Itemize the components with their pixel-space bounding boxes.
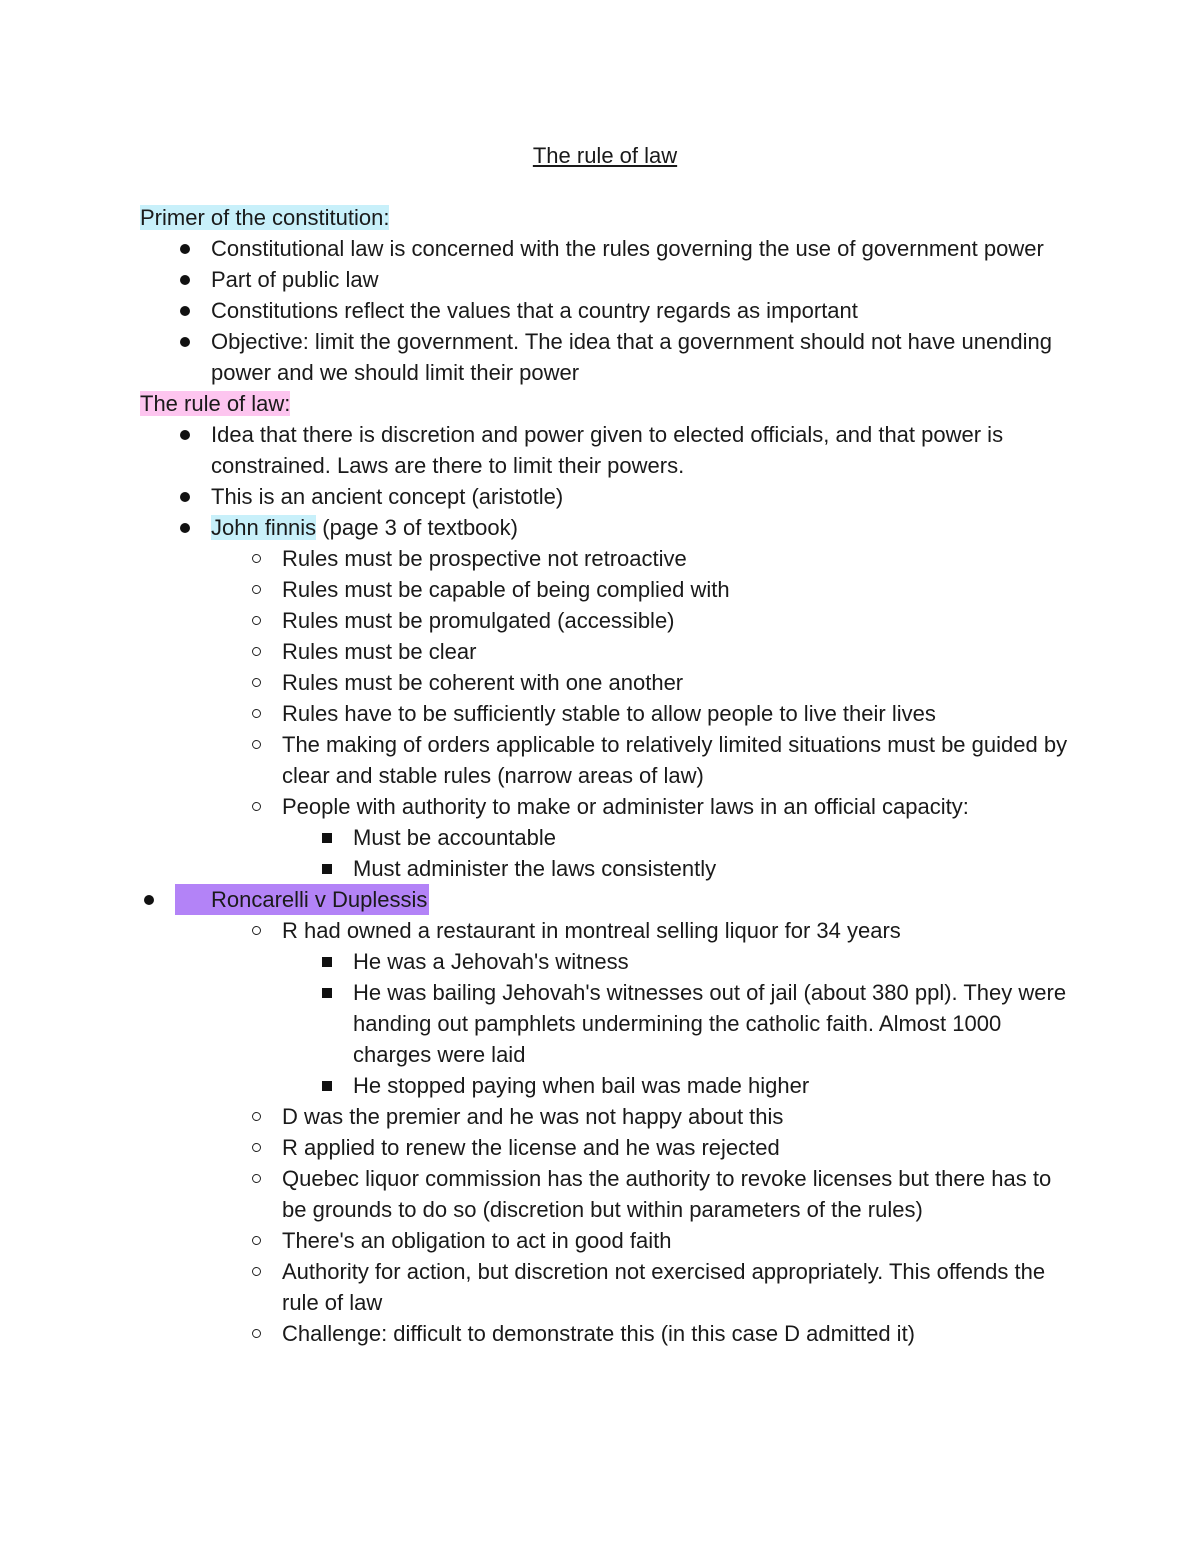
sub-list-item-text: Quebec liquor commission has the authority to revoke licenses but there has to be grounds to do so (discretion but within parameters of the rules)	[282, 1166, 1052, 1222]
square-bullet-icon	[320, 977, 334, 1008]
sub-list-item	[211, 667, 1070, 698]
sub-list-item	[211, 543, 1070, 574]
square-bullet-icon	[320, 1070, 334, 1101]
roncarelli-detail-sublist	[211, 946, 1070, 1101]
list-item-text: Idea that there is discretion and power given to elected officials, and that power is constrained. Laws are there to limit their powers.	[211, 422, 1004, 478]
sub-list-item	[211, 1256, 1070, 1318]
bullet-icon	[178, 264, 192, 295]
primer-heading-text: Primer of the constitution:	[140, 205, 390, 230]
hollow-circle-bullet-icon	[249, 636, 263, 667]
section-heading-primer	[140, 202, 1070, 233]
rule-of-law-list	[140, 419, 1070, 1349]
sub-sub-list-item	[282, 946, 1070, 977]
list-item-roncarelli	[140, 884, 1070, 1349]
hollow-circle-bullet-icon	[249, 1318, 263, 1349]
sub-list-item	[211, 915, 1070, 1101]
sub-list-item	[211, 1318, 1070, 1349]
sub-list-item-text: Rules must be promulgated (accessible)	[282, 608, 675, 633]
sub-list-item	[211, 698, 1070, 729]
hollow-circle-bullet-icon	[249, 1163, 263, 1194]
hollow-circle-bullet-icon	[249, 791, 263, 822]
sub-list-item-text: People with authority to make or administer laws in an official capacity:	[282, 794, 969, 819]
sub-list-item	[211, 574, 1070, 605]
section-heading-rule-of-law	[140, 388, 1070, 419]
sub-list-item-text: R had owned a restaurant in montreal selling liquor for 34 years	[282, 918, 901, 943]
list-item-finnis	[140, 512, 1070, 884]
list-item-text: This is an ancient concept (aristotle)	[211, 484, 564, 509]
hollow-circle-bullet-icon	[249, 1132, 263, 1163]
sub-sub-list-item-text: He stopped paying when bail was made higher	[353, 1073, 810, 1098]
hollow-circle-bullet-icon	[249, 1225, 263, 1256]
sub-sub-list-item-text: Must be accountable	[353, 825, 557, 850]
sub-sub-list-item	[282, 977, 1070, 1070]
sub-sub-list-item	[282, 1070, 1070, 1101]
sub-list-item-text: The making of orders applicable to relatively limited situations must be guided by clear and stable rules (narrow areas of law)	[282, 732, 1068, 788]
bullet-icon	[178, 233, 192, 264]
list-item-text: Constitutions reflect the values that a country regards as important	[211, 298, 858, 323]
sub-list-item	[211, 1163, 1070, 1225]
list-item	[140, 326, 1070, 388]
hollow-circle-bullet-icon	[249, 729, 263, 760]
sub-list-item-text: Rules must be coherent with one another	[282, 670, 684, 695]
hollow-circle-bullet-icon	[249, 605, 263, 636]
list-item	[140, 295, 1070, 326]
sub-sub-list-item-text: He was bailing Jehovah's witnesses out of jail (about 380 ppl). They were handing out pamphlets undermining the catholic faith. Almost 1000 charges were laid	[353, 980, 1067, 1067]
page-title: The rule of law	[532, 143, 678, 168]
sub-list-item-text: Authority for action, but discretion not exercised appropriately. This offends the rule of law	[282, 1259, 1046, 1315]
square-bullet-icon	[320, 946, 334, 977]
hollow-circle-bullet-icon	[249, 915, 263, 946]
list-item-text: Part of public law	[211, 267, 379, 292]
sub-list-item-text: R applied to renew the license and he was rejected	[282, 1135, 780, 1160]
bullet-icon	[178, 512, 192, 543]
square-bullet-icon	[320, 853, 334, 884]
list-item	[140, 481, 1070, 512]
hollow-circle-bullet-icon	[249, 1256, 263, 1287]
sub-sub-list-item-text: He was a Jehovah's witness	[353, 949, 629, 974]
list-item	[140, 233, 1070, 264]
roncarelli-sublist	[140, 915, 1070, 1349]
sub-list-item	[211, 729, 1070, 791]
sub-list-item-text: Rules must be prospective not retroactive	[282, 546, 687, 571]
bullet-icon	[178, 295, 192, 326]
sub-list-item-text: Rules must be capable of being complied with	[282, 577, 730, 602]
list-item-text: Constitutional law is concerned with the rules governing the use of government power	[211, 236, 1044, 261]
roncarelli-name: Roncarelli v Duplessis	[211, 887, 428, 912]
bullet-icon	[178, 326, 192, 357]
bullet-icon	[178, 481, 192, 512]
hollow-circle-bullet-icon	[249, 574, 263, 605]
sub-list-item	[211, 791, 1070, 884]
list-item	[140, 419, 1070, 481]
hollow-circle-bullet-icon	[249, 698, 263, 729]
list-item-text: Objective: limit the government. The idea that a government should not have unending power and we should limit their power	[211, 329, 1053, 385]
sub-list-item	[211, 1132, 1070, 1163]
bullet-icon	[178, 419, 192, 450]
roncarelli-highlight	[175, 884, 429, 915]
bullet-icon	[142, 884, 156, 915]
finnis-sublist	[140, 543, 1070, 884]
rule-of-law-heading-text: The rule of law:	[140, 391, 291, 416]
sub-list-item-text: D was the premier and he was not happy about this	[282, 1104, 784, 1129]
finnis-suffix: (page 3 of textbook)	[316, 515, 518, 540]
authority-sublist	[211, 822, 1070, 884]
list-item	[140, 264, 1070, 295]
sub-list-item-text: Challenge: difficult to demonstrate this (in this case D admitted it)	[282, 1321, 916, 1346]
sub-list-item-text: Rules must be clear	[282, 639, 477, 664]
sub-list-item	[211, 1101, 1070, 1132]
hollow-circle-bullet-icon	[249, 543, 263, 574]
sub-sub-list-item	[282, 853, 1070, 884]
sub-list-item	[211, 1225, 1070, 1256]
sub-list-item-text: Rules have to be sufficiently stable to allow people to live their lives	[282, 701, 936, 726]
sub-sub-list-item-text: Must administer the laws consistently	[353, 856, 717, 881]
sub-list-item-text: There's an obligation to act in good faith	[282, 1228, 672, 1253]
document-page	[140, 140, 1070, 1349]
primer-list	[140, 233, 1070, 388]
sub-list-item	[211, 636, 1070, 667]
sub-sub-list-item	[282, 822, 1070, 853]
finnis-name: John finnis	[211, 515, 317, 540]
sub-list-item	[211, 605, 1070, 636]
hollow-circle-bullet-icon	[249, 667, 263, 698]
hollow-circle-bullet-icon	[249, 1101, 263, 1132]
square-bullet-icon	[320, 822, 334, 853]
